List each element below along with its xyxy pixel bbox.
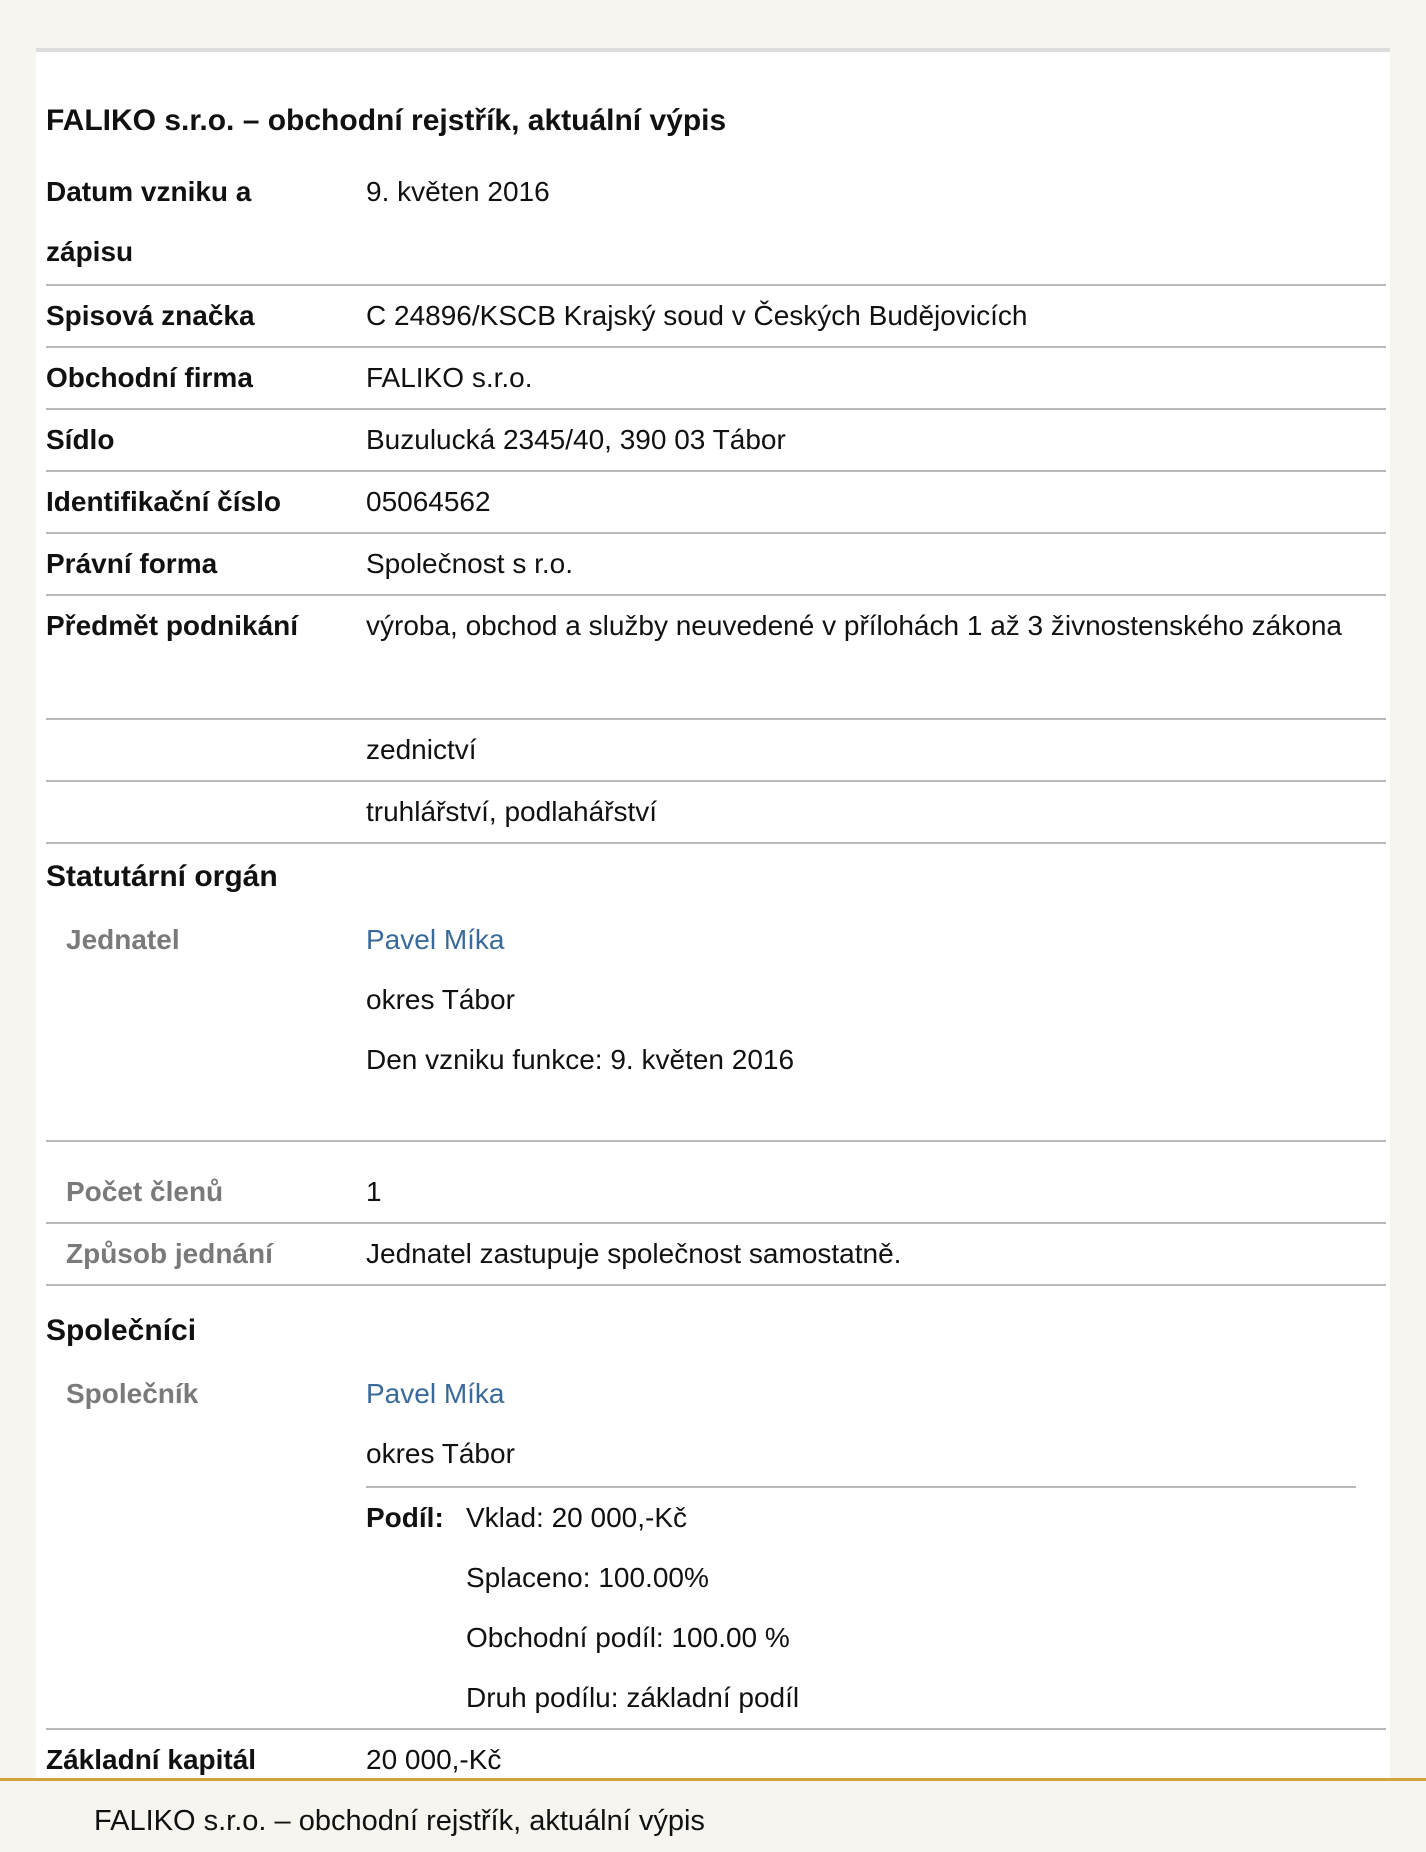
footer-title: FALIKO s.r.o. – obchodní rejstřík, aktuální výpis (94, 1805, 705, 1837)
page-footer (0, 1778, 1426, 1852)
value-datum-vzniku: 9. květen 2016 (366, 176, 550, 207)
label-predmet-podnikani: Předmět podnikání (46, 610, 299, 641)
row-identifikacni-cislo (46, 472, 1386, 534)
value-predmet-3: truhlářství, podlahářství (366, 796, 658, 827)
share-splaceno: Splaceno: 100.00% (466, 1562, 709, 1593)
value-predmet-1: výroba, obchod a služby neuvedené v přílohách 1 až 3 živnostenského zákona (366, 610, 1342, 641)
row-zpusob-jednani (46, 1224, 1386, 1286)
label-zakladni-kapital: Základní kapitál (46, 1744, 257, 1775)
row-predmet-3 (46, 782, 1386, 844)
row-pocet-clenu (46, 1142, 1386, 1224)
label-spolecnik: Společník (66, 1378, 199, 1409)
label-sidlo: Sídlo (46, 424, 115, 455)
spolecnik-name-link[interactable]: Pavel Míka (366, 1378, 505, 1409)
section-spolecnici: Společníci (46, 1314, 197, 1347)
share-vklad: Vklad: 20 000,-Kč (466, 1502, 688, 1533)
label-zpusob-jednani: Způsob jednání (66, 1238, 273, 1269)
value-pocet-clenu: 1 (366, 1176, 382, 1207)
label-spisova-znacka: Spisová značka (46, 300, 255, 331)
value-pravni-forma: Společnost s r.o. (366, 548, 574, 579)
row-predmet-2 (46, 720, 1386, 782)
value-sidlo: Buzulucká 2345/40, 390 03 Tábor (366, 424, 786, 455)
label-datum-vzniku: Datum vzniku a zápisu (46, 176, 252, 267)
value-zakladni-kapital: 20 000,-Kč (366, 1744, 502, 1775)
value-obchodni-firma: FALIKO s.r.o. (366, 362, 533, 393)
label-obchodni-firma: Obchodní firma (46, 362, 253, 393)
row-datum-vzniku (46, 162, 1386, 286)
value-zpusob-jednani: Jednatel zastupuje společnost samostatně. (366, 1238, 902, 1269)
jednatel-since: Den vzniku funkce: 9. květen 2016 (366, 1044, 795, 1075)
label-pocet-clenu: Počet členů (66, 1176, 224, 1207)
register-extract-card (36, 48, 1390, 1778)
row-jednatel (46, 910, 1386, 1142)
row-spolecnik (46, 1364, 1386, 1730)
label-jednatel: Jednatel (66, 924, 180, 955)
value-identifikacni-cislo: 05064562 (366, 486, 491, 517)
spolecnik-district: okres Tábor (366, 1438, 515, 1469)
share-druh-podilu: Druh podílu: základní podíl (466, 1682, 800, 1713)
share-obchodni-podil: Obchodní podíl: 100.00 % (466, 1622, 790, 1653)
label-identifikacni-cislo: Identifikační číslo (46, 486, 281, 517)
share-label: Podíl: (366, 1502, 444, 1533)
row-obchodni-firma (46, 348, 1386, 410)
jednatel-name-link[interactable]: Pavel Míka (366, 924, 505, 955)
value-predmet-2: zednictví (366, 734, 477, 765)
jednatel-district: okres Tábor (366, 984, 515, 1015)
label-pravni-forma: Právní forma (46, 548, 218, 579)
row-pravni-forma (46, 534, 1386, 596)
value-spisova-znacka: C 24896/KSCB Krajský soud v Českých Budějovicích (366, 300, 1028, 331)
row-predmet-podnikani (46, 596, 1386, 720)
row-sidlo (46, 410, 1386, 472)
row-spisova-znacka (46, 286, 1386, 348)
section-statutarni-organ: Statutární orgán (46, 860, 278, 893)
page-title: FALIKO s.r.o. – obchodní rejstřík, aktuální výpis (46, 104, 727, 137)
